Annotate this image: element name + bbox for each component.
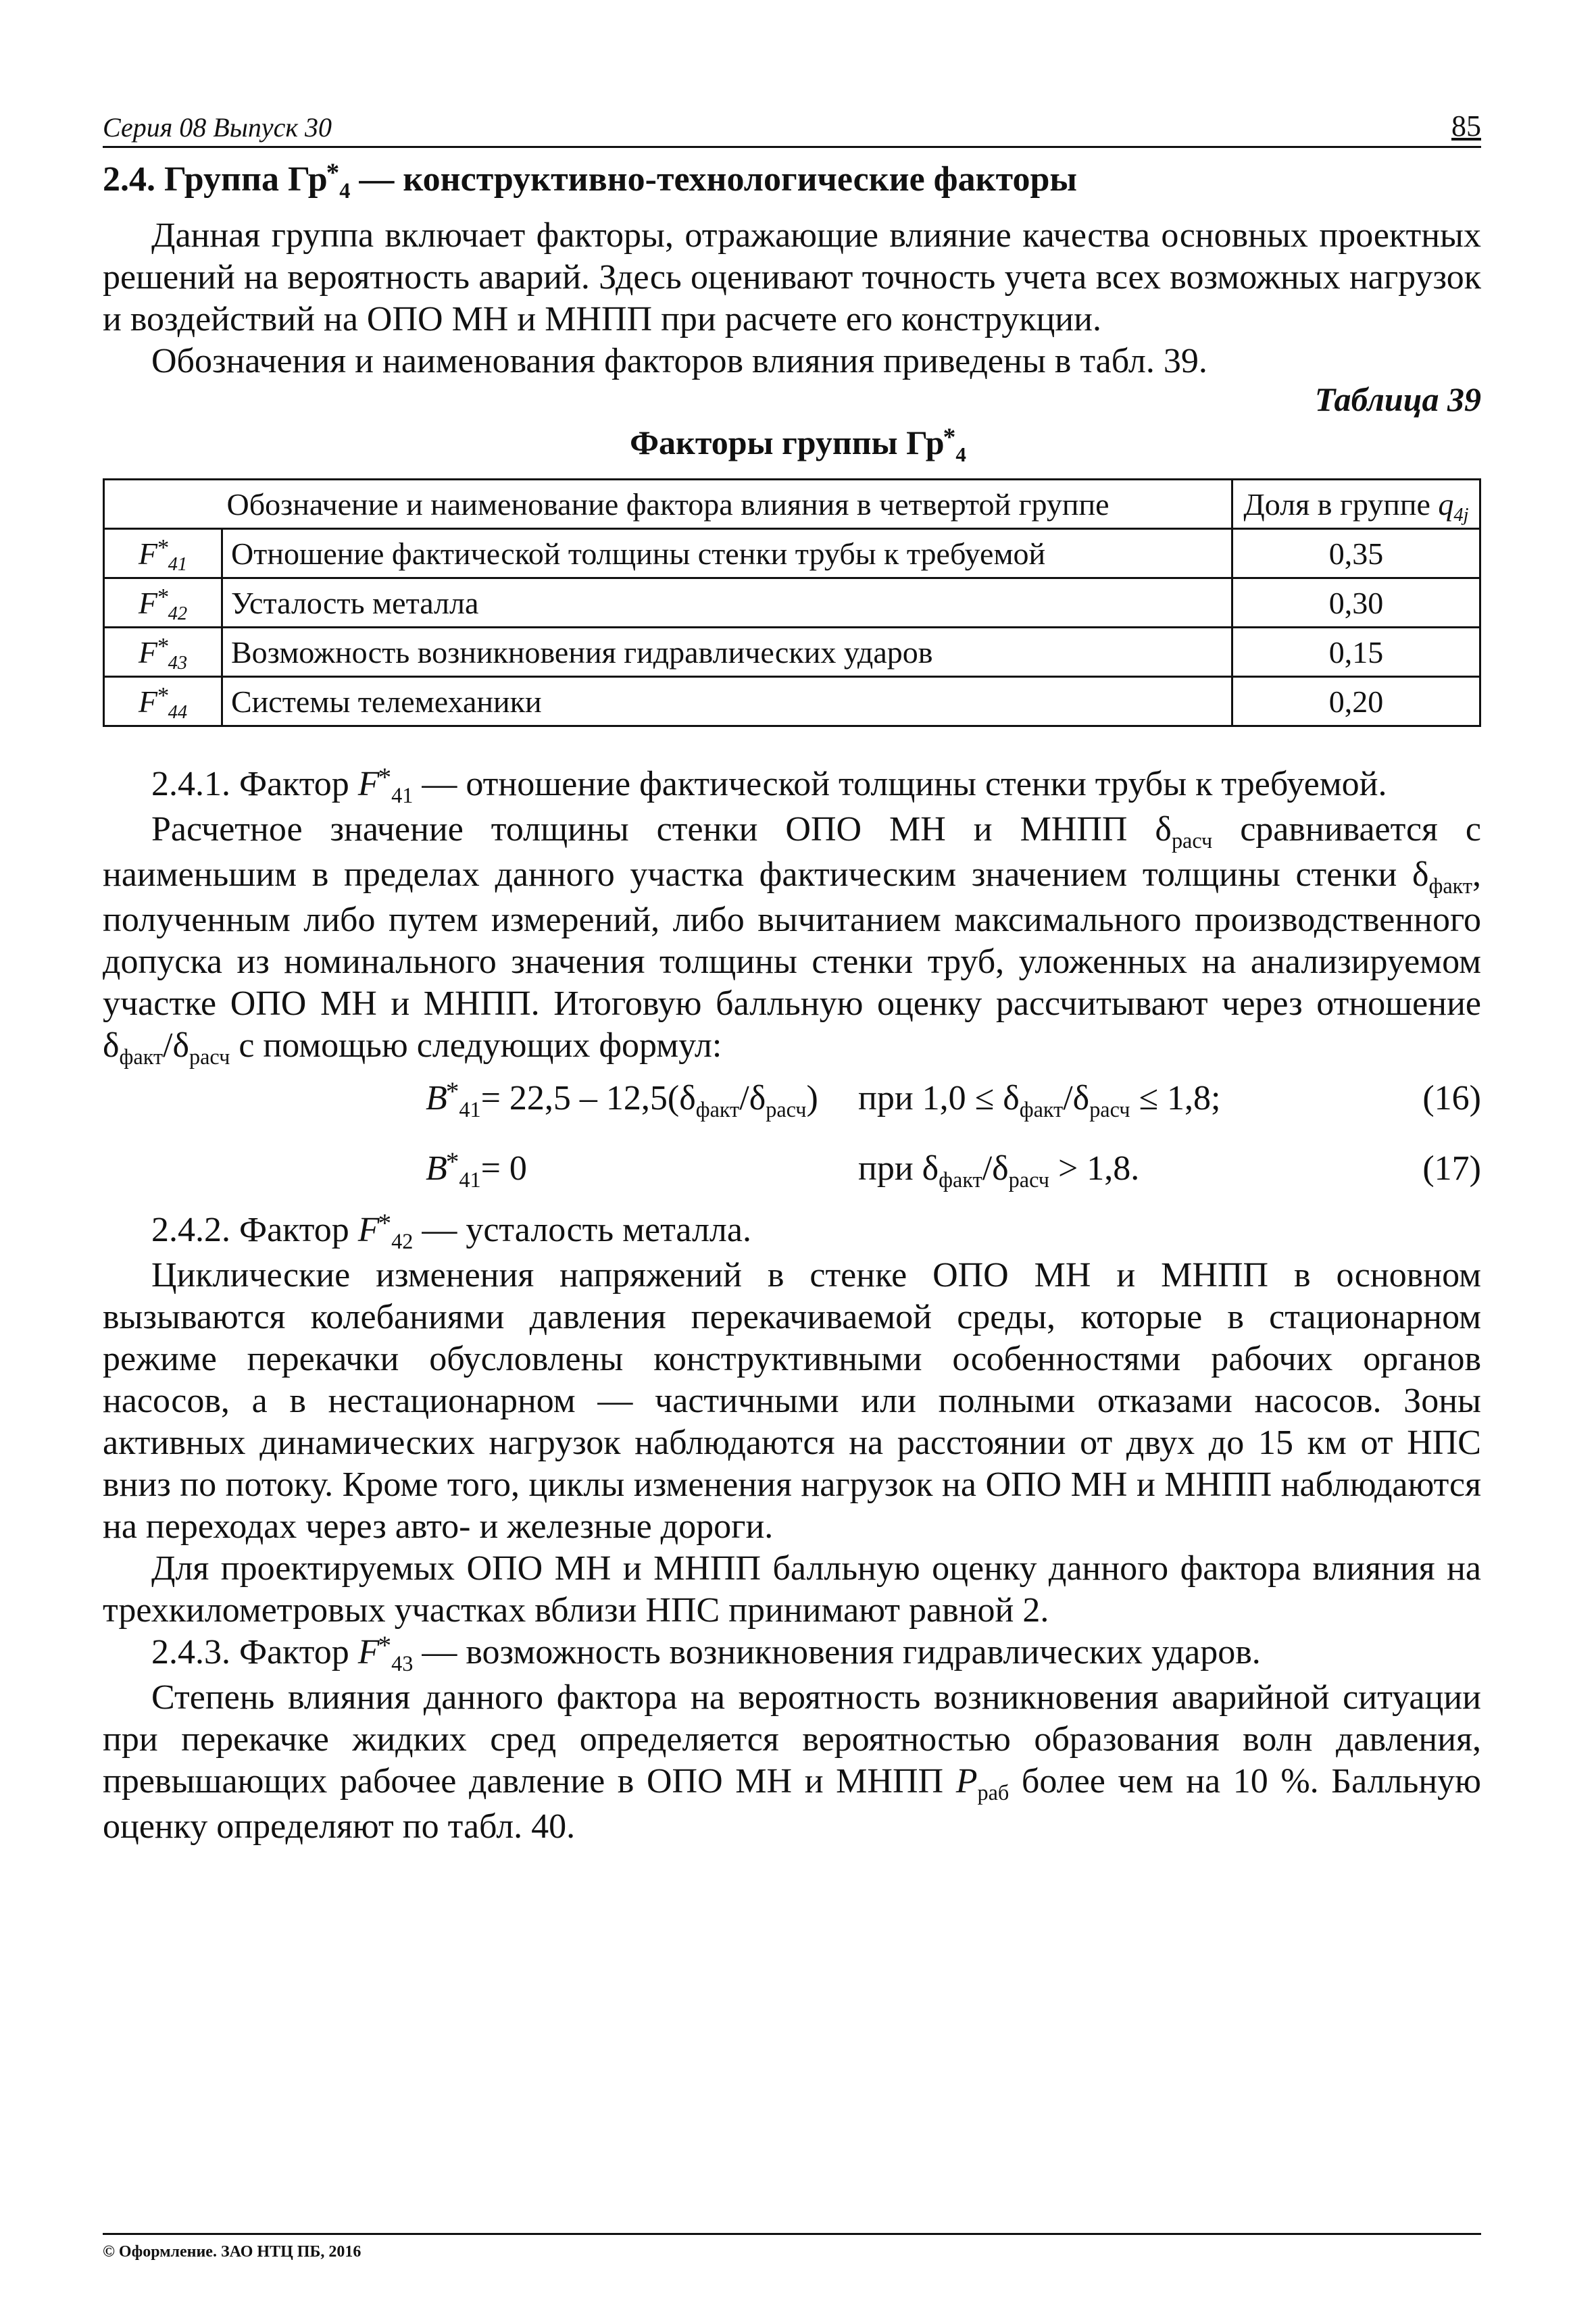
formula-16-condition: при $1,0 \le \delta_{факт}/\delta_{расч} \le 1,8$; [858, 1079, 1221, 1122]
factor-code: $F^*_{41}$ [104, 529, 222, 578]
section-2-4-2 [103, 1209, 1481, 1848]
section-number: 2.4. [103, 160, 155, 199]
paragraph-2-4-1: Расчетное значение толщины стенки ОПО МН и МНПП $\delta_{расч}$ сравнивается с наименьшим в пределах данного участка фактическим значением толщины стенки $\delta_{факт}$, полученным либо путем измерений, либо вычитанием максимального производственного допуска из номинального значения толщины стенки труб, уложенных на анализируемом участке ОПО МН и МНПП. Итоговую балльную оценку рассчитывают через отношение $\delta_{факт}/\delta_{расч}$ с помощью следующих формул: [103, 810, 1481, 1070]
table-row [104, 628, 1480, 677]
factor-code: $F^*_{42}$ [104, 578, 222, 628]
table-caption: Таблица 39 [1314, 380, 1481, 418]
factors-table [103, 478, 1481, 727]
intro-text [103, 215, 1481, 382]
paragraph-2-4-3: Степень влияния данного фактора на вероятность возникновения аварийной ситуации при перекачке жидких сред определяется вероятностью образования волн давления, превышающих рабочее давление в ОПО МН и МНПП $P_{раб}$ более чем на 10 %. Балльную оценку определяют по табл. 40. [103, 1678, 1481, 1846]
table-title: Факторы группы $Гр^*_4$ [630, 423, 966, 466]
page-number: 85 [1451, 109, 1481, 143]
paragraph-2-4-2-b: Для проектируемых ОПО МН и МНПП балльную оценку данного фактора влияния на трехкилометровых участках вблизи НПС принимают равной 2. [103, 1549, 1481, 1630]
paragraph-2-4-2-a: Циклические изменения напряжений в стенке ОПО МН и МНПП в основном вызываются колебаниями давления перекачиваемой среды, которые в стационарном режиме перекачки обусловлены конструктивными особенностями рабочих органов насосов, а в нестационарном — частичными или полными отказами насосов. Зоны активных динамических нагрузок наблюдаются на расстоянии от двух до 15 км от НПС вниз по потоку. Кроме того, циклы изменения нагрузок на ОПО МН и МНПП наблюдаются на переходах через авто- и железные дороги. [103, 1256, 1481, 1546]
subsection-heading-2-4-3: 2.4.3. Фактор $F^*_{43}$ — возможность возникновения гидравлических ударов. [151, 1631, 1261, 1676]
factor-name: Отношение фактической толщины стенки трубы к требуемой [222, 529, 1232, 578]
factor-name: Системы телемеханики [222, 677, 1232, 726]
section-sub: 4 [339, 178, 351, 203]
table-row [104, 529, 1480, 578]
factor-share: 0,20 [1232, 677, 1480, 726]
equation-number-17: (17) [1422, 1149, 1481, 1188]
factor-code: $F^*_{44}$ [104, 677, 222, 726]
header-share-cell: Доля в группе $q_{4j}$ [1232, 480, 1480, 529]
subsection-heading-2-4-2: 2.4.2. Фактор $F^*_{42}$ — усталость металла. [151, 1209, 751, 1254]
subsection-heading-2-4-1: 2.4.1. Фактор $F^*_{41}$ — отношение фактической толщины стенки трубы к требуемой. [151, 763, 1387, 808]
equation-number-16: (16) [1422, 1079, 1481, 1117]
table-row [104, 578, 1480, 628]
intro-paragraph-1: Данная группа включает факторы, отражающие влияние качества основных проектных решений на вероятность аварий. Здесь оценивают точность учета всех возможных нагрузок и воздействий на ОПО МН и МНПП при расчете его конструкции. [103, 216, 1481, 338]
table-header-row [104, 480, 1480, 529]
formula-16: $B^*_{41}= 22,5 - 12,5(\delta_{факт}/\delta_{расч})$ [426, 1077, 818, 1122]
intro-paragraph-2: Обозначения и наименования факторов влияния приведены в табл. 39. [151, 342, 1207, 380]
section-title-prefix: Группа Гр [164, 160, 328, 199]
running-header [103, 107, 1481, 148]
formula-17: $B^*_{41}= 0$ [426, 1147, 527, 1192]
factor-name: Возможность возникновения гидравлических ударов [222, 628, 1232, 677]
footer-copyright: © Оформление. ЗАО НТЦ ПБ, 2016 [103, 2243, 361, 2261]
section-star: * [326, 158, 340, 188]
factor-code: $F^*_{43}$ [104, 628, 222, 677]
factor-share: 0,35 [1232, 529, 1480, 578]
table-row [104, 677, 1480, 726]
section-heading [103, 158, 1077, 203]
section-2-4-1 [103, 763, 1481, 1070]
header-name-cell: Обозначение и наименование фактора влияния в четвертой группе [104, 480, 1232, 529]
factor-share: 0,30 [1232, 578, 1480, 628]
formula-17-condition: при $\delta_{факт}/\delta_{расч} > 1,8$. [858, 1149, 1140, 1192]
factor-name: Усталость металла [222, 578, 1232, 628]
footer-divider [103, 2233, 1481, 2235]
section-title-suffix: — конструктивно-технологические факторы [350, 160, 1077, 199]
factor-share: 0,15 [1232, 628, 1480, 677]
series-label: Серия 08 Выпуск 30 [103, 112, 332, 143]
